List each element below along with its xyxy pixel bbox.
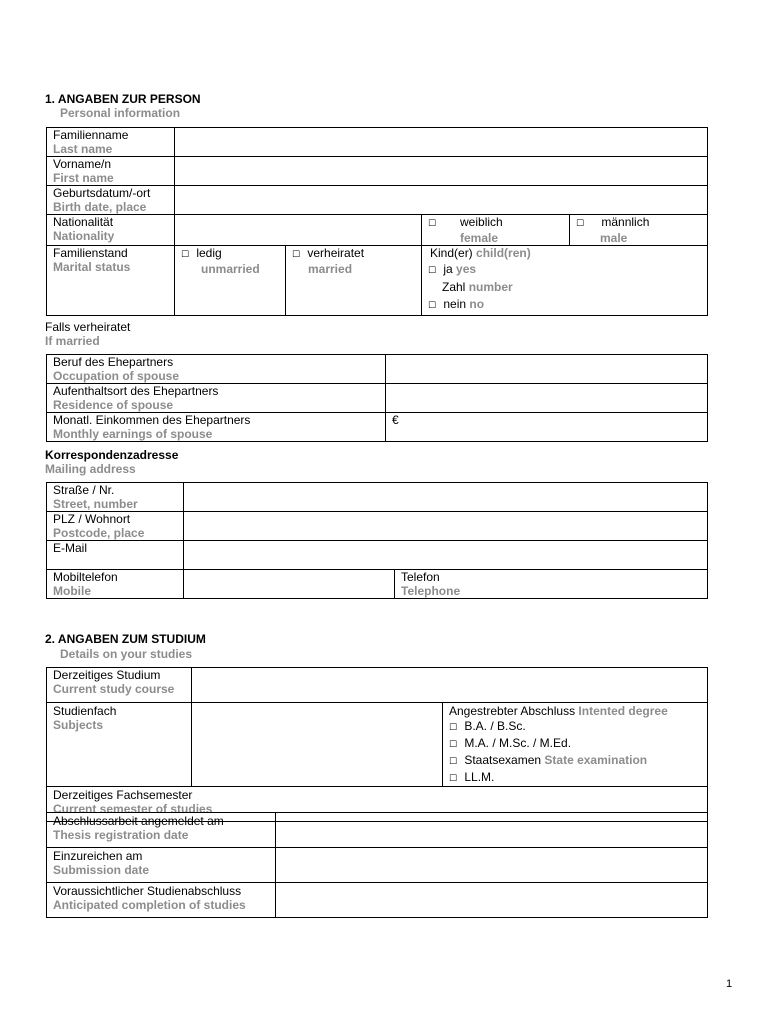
label-mobile: Mobiltelefon Mobile (47, 570, 184, 599)
label-birth-date: Geburtsdatum/-ort Birth date, place (47, 186, 175, 215)
spouse-earnings-field[interactable] (386, 413, 708, 442)
degree-cell: Angestrebter Abschluss Intented degree ☐ B.A. / B.Sc. ☐ M.A. / M.Sc. / M.Ed. ☐ Staatsexamen State examination ☐ LL.M. (443, 703, 708, 787)
mailing-table (46, 482, 708, 599)
spouse-table (46, 354, 708, 442)
gender-female-option[interactable]: ☐ weiblich female (422, 215, 570, 246)
label-first-name: Vorname/n First name (47, 157, 175, 186)
email-field[interactable] (184, 541, 708, 570)
mobile-field[interactable] (184, 570, 395, 599)
label-last-name: Familienname Last name (47, 128, 175, 157)
children-no-checkbox-icon[interactable]: ☐ (428, 301, 437, 311)
section2-subtitle: Details on your studies (60, 647, 193, 661)
current-study-field[interactable] (192, 668, 708, 703)
mailing-title: Korrespondenzadresse (45, 448, 179, 462)
thesis-table (46, 812, 708, 918)
label-nationality: Nationalität Nationality (47, 215, 175, 246)
studies-table (46, 667, 708, 822)
phone-field[interactable]: Telefon Telephone (395, 570, 708, 599)
section1-title: 1. ANGABEN ZUR PERSON (45, 92, 201, 106)
male-checkbox-icon[interactable]: ☐ (576, 219, 585, 229)
birth-date-field[interactable] (175, 186, 708, 215)
label-spouse-occupation: Beruf des Ehepartners Occupation of spouse (47, 355, 386, 384)
anticipated-completion-field[interactable] (276, 883, 708, 918)
spouse-occupation-field[interactable] (386, 355, 708, 384)
children-cell: Kind(er) child(ren) ☐ ja yes Zahl number ☐ nein no (422, 246, 708, 316)
label-spouse-earnings: Monatl. Einkommen des Ehepartners Monthly earnings of spouse (47, 413, 386, 442)
first-name-field[interactable] (175, 157, 708, 186)
married-subtitle: If married (45, 334, 100, 348)
degree-state-exam-checkbox-icon[interactable]: ☐ (449, 757, 458, 767)
nationality-field[interactable] (175, 215, 422, 246)
spouse-residence-field[interactable] (386, 384, 708, 413)
degree-ma-checkbox-icon[interactable]: ☐ (449, 740, 458, 750)
label-submission-date: Einzureichen am Submission date (47, 848, 276, 883)
personal-info-table (46, 127, 708, 316)
section2-title: 2. ANGABEN ZUM STUDIUM (45, 632, 206, 646)
euro-symbol: € (392, 413, 399, 427)
page-number: 1 (726, 978, 733, 990)
children-yes-checkbox-icon[interactable]: ☐ (428, 266, 437, 276)
married-checkbox-icon[interactable]: ☐ (292, 250, 301, 260)
label-street: Straße / Nr. Street, number (47, 483, 184, 512)
female-checkbox-icon[interactable]: ☐ (428, 219, 437, 229)
degree-ba-checkbox-icon[interactable]: ☐ (449, 723, 458, 733)
last-name-field[interactable] (175, 128, 708, 157)
subject-field[interactable] (192, 703, 443, 787)
marital-single-option[interactable]: ☐ ledig unmarried (175, 246, 286, 316)
label-anticipated-completion: Voraussichtlicher Studienabschluss Anticipated completion of studies (47, 883, 276, 918)
thesis-registration-field[interactable] (276, 813, 708, 848)
section1-subtitle: Personal information (60, 106, 181, 120)
degree-llm-checkbox-icon[interactable]: ☐ (449, 774, 458, 784)
label-current-study: Derzeitiges Studium Current study course (47, 668, 192, 703)
label-thesis-registration: Abschlussarbeit angemeldet am Thesis registration date (47, 813, 276, 848)
label-subject: Studienfach Subjects (47, 703, 192, 787)
label-postcode: PLZ / Wohnort Postcode, place (47, 512, 184, 541)
mailing-subtitle: Mailing address (45, 462, 136, 476)
married-title: Falls verheiratet (45, 320, 131, 334)
marital-married-option[interactable]: ☐ verheiratet married (286, 246, 422, 316)
submission-date-field[interactable] (276, 848, 708, 883)
postcode-field[interactable] (184, 512, 708, 541)
single-checkbox-icon[interactable]: ☐ (181, 250, 190, 260)
label-spouse-residence: Aufenthaltsort des Ehepartners Residence of spouse (47, 384, 386, 413)
label-marital-status: Familienstand Marital status (47, 246, 175, 316)
label-email: E-Mail (47, 541, 184, 570)
street-field[interactable] (184, 483, 708, 512)
current-semester-field[interactable]: Derzeitiges Fachsemester Current semester of studies (47, 787, 708, 822)
gender-male-option[interactable]: ☐ männlich male (570, 215, 708, 246)
